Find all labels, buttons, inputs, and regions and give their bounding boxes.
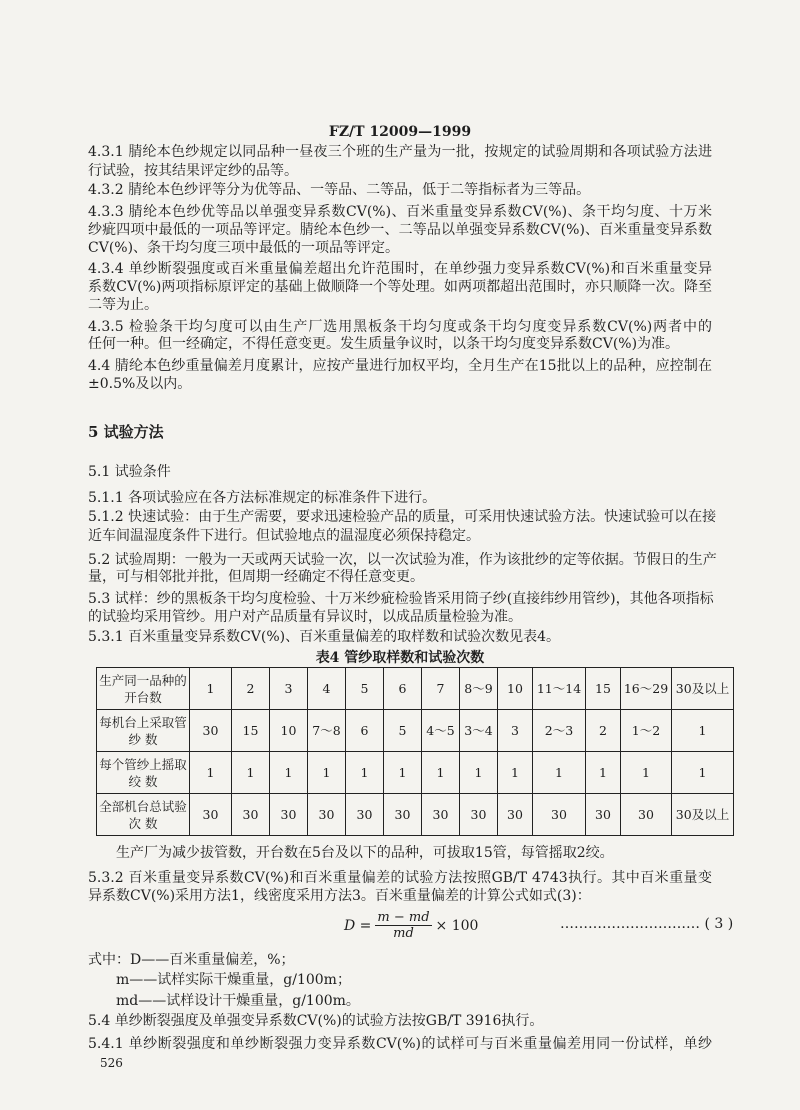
table-cell: 30 [384, 794, 422, 836]
text-line: 5.1.1 各项试验应在各方法标准规定的标准条件下进行。 [88, 490, 437, 506]
table-cell: 1 [672, 710, 734, 752]
text-line: 5.3.2 百米重量变异系数CV(%)和百米重量偏差的试验方法按照GB/T 4743执行。其中百米重量变 [88, 870, 712, 886]
table-cell: 30 [346, 794, 384, 836]
table-cell: 15 [586, 668, 621, 710]
table-cell: 1 [190, 668, 232, 710]
text-line: 5.2 试验周期：一般为一天或两天试验一次，以一次试验为准，作为该批纱的定等依据。节假日的生产 [88, 552, 717, 568]
text-line: 的试验均采用管纱。用户对产品质量有异议时，以成品质量检验为准。 [88, 609, 522, 625]
table-cell: 1 [498, 752, 533, 794]
text-line: CV(%)、条干均匀度三项中最低的一项品等评定。 [88, 240, 400, 256]
table-cell: 1 [346, 752, 384, 794]
text-line: 4.3.5 检验条干均匀度可以由生产厂选用黑板条干均匀度或条干均匀度变异系数CV(%)两者中的 [88, 319, 712, 335]
table-cell: 1 [533, 752, 586, 794]
table-cell: 30 [190, 794, 232, 836]
row-label-line: 全部机台总试验 [99, 798, 187, 814]
table-cell: 6 [384, 668, 422, 710]
formula-numerator: m − md [377, 910, 430, 925]
table-cell: 1 [190, 752, 232, 794]
table-cell: 3 [270, 668, 308, 710]
text-line: 系数CV(%)两项指标原评定的基础上做顺降一个等处理。如两项都超出范围时，亦只顺降一次。降至 [88, 279, 712, 295]
text-line: 纱疵四项中最低的一项品等评定。腈纶本色纱一、二等品以单强变异系数CV(%)、百米重量变异系数 [88, 222, 712, 238]
text-line: 生产厂为减少拔管数，开台数在5台及以下的品种，可拔取15管，每管摇取2绞。 [116, 845, 614, 861]
row-label [97, 710, 190, 752]
table-cell: 7 [422, 668, 460, 710]
row-label [97, 668, 190, 710]
table-row [97, 794, 734, 836]
table-cell: 1 [460, 752, 498, 794]
table-row [97, 668, 734, 710]
text-line: 异系数CV(%)采用方法1，线密度采用方法3。百米重量偏差的计算公式如式(3)： [88, 888, 591, 904]
row-label [97, 794, 190, 836]
table-cell: 2 [586, 710, 621, 752]
table-cell: 30 [308, 794, 346, 836]
table-cell: 3 [498, 710, 533, 752]
text-line: 5.3 试样：纱的黑板条干均匀度检验、十万米纱疵检验皆采用筒子纱(直接纬纱用管纱)，其他各项指标 [88, 591, 714, 607]
row-label-line: 纱 数 [128, 731, 158, 747]
text-line: 5.4 单纱断裂强度及单强变异系数CV(%)的试验方法按GB/T 3916执行。 [88, 1013, 544, 1029]
text-line: 4.3.2 腈纶本色纱评等分为优等品、一等品、二等品，低于二等指标者为三等品。 [88, 182, 591, 198]
table-cell: 1～2 [621, 710, 672, 752]
text-line: 4.4 腈纶本色纱重量偏差月度累计，应按产量进行加权平均，全月生产在15批以上的品种，应控制在 [88, 358, 712, 374]
page-number: 526 [100, 1056, 123, 1070]
table-cell: 10 [498, 668, 533, 710]
formula-rhs: × 100 [435, 917, 479, 934]
text-line: m——试样实际干燥重量，g/100m； [116, 972, 351, 988]
table-cell: 8～9 [460, 668, 498, 710]
table-cell: 7～8 [308, 710, 346, 752]
row-label-line: 次 数 [128, 815, 158, 831]
table-cell: 1 [384, 752, 422, 794]
table-cell: 6 [346, 710, 384, 752]
row-label-line: 生产同一品种的 [99, 672, 187, 688]
table-cell: 1 [621, 752, 672, 794]
row-label-line: 开台数 [124, 689, 162, 705]
document-header: FZ/T 12009—1999 [328, 124, 472, 140]
table-cell: 1 [422, 752, 460, 794]
table-cell: 30 [498, 794, 533, 836]
text-line: ±0.5%及以内。 [88, 376, 192, 392]
table-cell: 5 [346, 668, 384, 710]
table-row [97, 752, 734, 794]
table-cell: 30 [621, 794, 672, 836]
table-cell: 30 [422, 794, 460, 836]
text-line: 二等为止。 [88, 297, 158, 313]
row-label-line: 每机台上采取管 [99, 714, 187, 730]
table-cell: 3～4 [460, 710, 498, 752]
text-line: 4.3.4 单纱断裂强度或百米重量偏差超出允许范围时，在单纱强力变异系数CV(%)和百米重量变异 [88, 261, 712, 277]
table-cell: 30 [232, 794, 270, 836]
table-cell: 30 [190, 710, 232, 752]
sampling-table [96, 667, 734, 836]
table-cell: 1 [308, 752, 346, 794]
text-line: 近车间温湿度条件下进行。但试验地点的温湿度必须保持稳定。 [88, 528, 480, 544]
table-cell: 30 [586, 794, 621, 836]
table-cell: 1 [232, 752, 270, 794]
table-cell: 5 [384, 710, 422, 752]
table-cell: 4～5 [422, 710, 460, 752]
text-line: 任何一种。但一经确定，不得任意变更。发生质量争议时，以条干均匀度变异系数CV(%)为准。 [88, 336, 680, 352]
table-cell: 4 [308, 668, 346, 710]
formula-lhs: D = [344, 917, 372, 934]
text-line: 5 试验方法 [88, 423, 164, 441]
text-line: 5.1.2 快速试验：由于生产需要，要求迅速检验产品的质量，可采用快速试验方法。快速试验可以在接 [88, 509, 717, 525]
table-cell: 30 [533, 794, 586, 836]
text-line: 量，可与相邻批并批，但周期一经确定不得任意变更。 [88, 569, 424, 585]
table-cell: 30 [460, 794, 498, 836]
text-line: 4.3.1 腈纶本色纱规定以同品种一昼夜三个班的生产量为一批，按规定的试验周期和各项试验方法进 [88, 144, 712, 160]
text-line: 5.4.1 单纱断裂强度和单纱断裂强力变异系数CV(%)的试样可与百米重量偏差用同一份试样，单纱 [88, 1036, 712, 1052]
equation-number: ………………………… ( 3 ) [560, 916, 734, 932]
text-line: 行试验，按其结果评定纱的品等。 [88, 163, 298, 179]
row-label-line: 绞 数 [128, 773, 158, 789]
text-line: 4.3.3 腈纶本色纱优等品以单强变异系数CV(%)、百米重量变异系数CV(%)、条干均匀度、十万米 [88, 204, 712, 220]
formula-denominator: md [393, 926, 414, 941]
table-cell: 11～14 [533, 668, 586, 710]
table-cell: 2 [232, 668, 270, 710]
table-cell: 10 [270, 710, 308, 752]
table-caption: 表4 管纱取样数和试验次数 [315, 650, 485, 666]
table-row [97, 710, 734, 752]
table-cell: 16～29 [621, 668, 672, 710]
text-line: 式中：D——百米重量偏差，%； [88, 952, 295, 968]
text-line: 5.3.1 百米重量变异系数CV(%)、百米重量偏差的取样数和试验次数见表4。 [88, 629, 561, 645]
table-cell: 15 [232, 710, 270, 752]
table-cell: 1 [270, 752, 308, 794]
table-cell: 2～3 [533, 710, 586, 752]
table-cell: 30及以上 [672, 668, 734, 710]
row-label [97, 752, 190, 794]
text-line: md——试样设计干燥重量，g/100m。 [116, 993, 360, 1009]
row-label-line: 每个管纱上摇取 [99, 756, 187, 772]
table-cell: 30 [270, 794, 308, 836]
table-cell: 1 [586, 752, 621, 794]
table-cell: 30及以上 [672, 794, 734, 836]
text-line: 5.1 试验条件 [88, 464, 171, 480]
table-cell: 1 [672, 752, 734, 794]
